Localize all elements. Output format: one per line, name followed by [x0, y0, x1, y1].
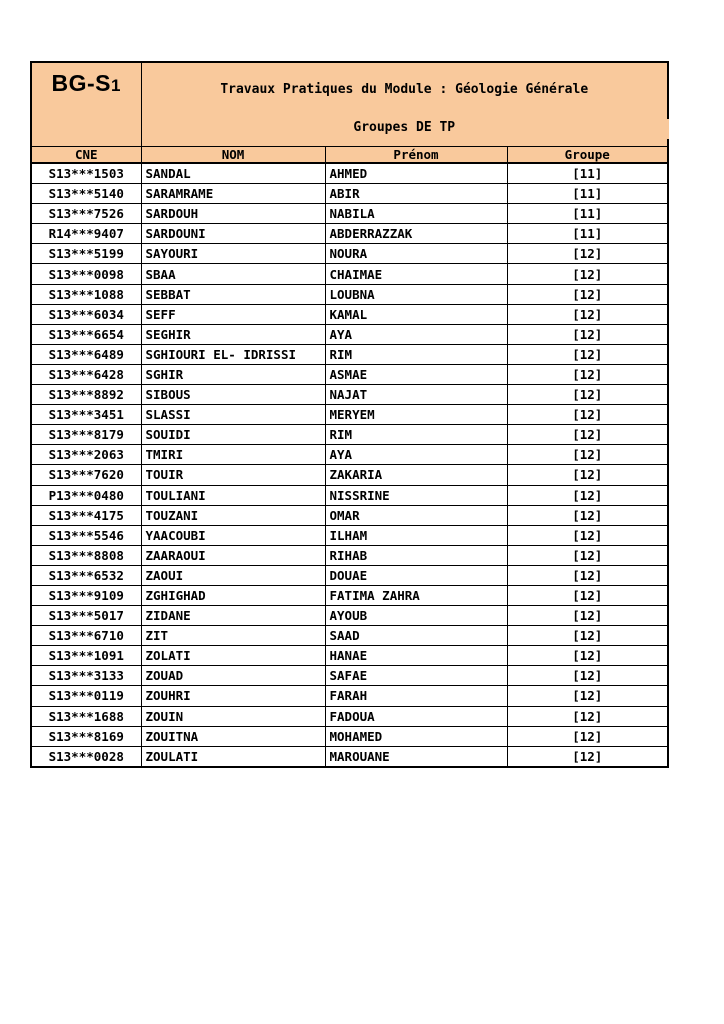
cell-nom: ZGHIGHAD — [141, 585, 325, 605]
table-row — [31, 706, 668, 726]
cell-prenom: ZAKARIA — [325, 465, 507, 485]
table-subtitle: Groupes DE TP — [353, 120, 456, 135]
cell-cne: S13***5546 — [31, 525, 141, 545]
cell-nom: SEBBAT — [141, 284, 325, 304]
cell-nom: SIBOUS — [141, 385, 325, 405]
cell-prenom: MOHAMED — [325, 726, 507, 746]
cell-cne: S13***6428 — [31, 364, 141, 384]
table-row — [31, 244, 668, 264]
cell-cne: S13***6532 — [31, 565, 141, 585]
cell-cne: S13***2063 — [31, 445, 141, 465]
cell-cne: S13***1091 — [31, 646, 141, 666]
cell-nom: SARAMRAME — [141, 184, 325, 204]
cell-prenom: ABIR — [325, 184, 507, 204]
cell-cne: S13***3133 — [31, 666, 141, 686]
table-row — [31, 686, 668, 706]
table-row — [31, 465, 668, 485]
cell-cne: S13***0028 — [31, 746, 141, 767]
cell-groupe: [12] — [507, 304, 668, 324]
cell-groupe: [12] — [507, 425, 668, 445]
cell-groupe: [11] — [507, 224, 668, 244]
cell-prenom: ABDERRAZZAK — [325, 224, 507, 244]
cell-nom: ZOLATI — [141, 646, 325, 666]
cell-prenom: NABILA — [325, 204, 507, 224]
table-row — [31, 585, 668, 605]
cell-nom: SGHIOURI EL- IDRISSI — [141, 344, 325, 364]
cell-nom: TOULIANI — [141, 485, 325, 505]
cell-nom: SARDOUH — [141, 204, 325, 224]
column-header-nom: NOM — [141, 147, 325, 164]
cell-nom: ZIDANE — [141, 606, 325, 626]
cell-cne: S13***9109 — [31, 585, 141, 605]
table-row — [31, 344, 668, 364]
cell-prenom: SAFAE — [325, 666, 507, 686]
column-header-row — [31, 147, 668, 164]
cell-prenom: CHAIMAE — [325, 264, 507, 284]
table-row — [31, 425, 668, 445]
cell-groupe: [12] — [507, 646, 668, 666]
cell-prenom: ILHAM — [325, 525, 507, 545]
cell-cne: S13***1503 — [31, 163, 141, 184]
cell-groupe: [12] — [507, 666, 668, 686]
cell-nom: YAACOUBI — [141, 525, 325, 545]
cell-cne: S13***6654 — [31, 324, 141, 344]
table-row — [31, 746, 668, 767]
cell-cne: S13***6034 — [31, 304, 141, 324]
cell-prenom: DOUAE — [325, 565, 507, 585]
cell-cne: P13***0480 — [31, 485, 141, 505]
cell-groupe: [12] — [507, 364, 668, 384]
cell-groupe: [12] — [507, 686, 668, 706]
cell-cne: S13***5199 — [31, 244, 141, 264]
cell-groupe: [11] — [507, 163, 668, 184]
cell-groupe: [12] — [507, 505, 668, 525]
cell-groupe: [12] — [507, 525, 668, 545]
table-row — [31, 726, 668, 746]
cell-groupe: [12] — [507, 385, 668, 405]
table-row — [31, 264, 668, 284]
cell-prenom: AHMED — [325, 163, 507, 184]
table-row — [31, 184, 668, 204]
cell-cne: S13***0098 — [31, 264, 141, 284]
cell-groupe: [11] — [507, 204, 668, 224]
table-row — [31, 525, 668, 545]
cell-nom: SOUIDI — [141, 425, 325, 445]
table-row — [31, 224, 668, 244]
cell-groupe: [12] — [507, 264, 668, 284]
class-code-label: BG-S — [51, 70, 112, 96]
cell-prenom: NISSRINE — [325, 485, 507, 505]
cell-nom: SEGHIR — [141, 324, 325, 344]
cell-prenom: KAMAL — [325, 304, 507, 324]
cell-groupe: [12] — [507, 565, 668, 585]
cell-nom: SBAA — [141, 264, 325, 284]
cell-groupe: [12] — [507, 706, 668, 726]
cell-nom: ZIT — [141, 626, 325, 646]
cell-nom: SLASSI — [141, 405, 325, 425]
cell-prenom: FATIMA ZAHRA — [325, 585, 507, 605]
table-row — [31, 626, 668, 646]
table-row — [31, 485, 668, 505]
cell-groupe: [12] — [507, 746, 668, 767]
cell-groupe: [12] — [507, 485, 668, 505]
cell-groupe: [12] — [507, 244, 668, 264]
table-row — [31, 163, 668, 184]
cell-groupe: [12] — [507, 626, 668, 646]
cell-nom: SEFF — [141, 304, 325, 324]
cell-prenom: RIHAB — [325, 545, 507, 565]
cell-cne: S13***7526 — [31, 204, 141, 224]
cell-nom: SAYOURI — [141, 244, 325, 264]
cell-cne: S13***1088 — [31, 284, 141, 304]
title-cell — [141, 62, 668, 147]
table-row — [31, 445, 668, 465]
table-row — [31, 405, 668, 425]
table-body — [31, 163, 668, 767]
cell-groupe: [12] — [507, 726, 668, 746]
table-row — [31, 565, 668, 585]
cell-groupe: [12] — [507, 606, 668, 626]
cell-cne: S13***8169 — [31, 726, 141, 746]
cell-prenom: ASMAE — [325, 364, 507, 384]
column-header-prenom: Prénom — [325, 147, 507, 164]
cell-cne: S13***6489 — [31, 344, 141, 364]
cell-nom: ZOUAD — [141, 666, 325, 686]
cell-cne: S13***1688 — [31, 706, 141, 726]
cell-cne: S13***5017 — [31, 606, 141, 626]
cell-prenom: FARAH — [325, 686, 507, 706]
cell-cne: S13***6710 — [31, 626, 141, 646]
cell-groupe: [12] — [507, 344, 668, 364]
cell-groupe: [12] — [507, 445, 668, 465]
cell-prenom: AYA — [325, 324, 507, 344]
cell-nom: ZOUITNA — [141, 726, 325, 746]
cell-prenom: MERYEM — [325, 405, 507, 425]
cell-nom: ZAOUI — [141, 565, 325, 585]
cell-cne: S13***3451 — [31, 405, 141, 425]
cell-cne: R14***9407 — [31, 224, 141, 244]
cell-cne: S13***8892 — [31, 385, 141, 405]
cell-cne: S13***8808 — [31, 545, 141, 565]
cell-nom: SANDAL — [141, 163, 325, 184]
cell-cne: S13***0119 — [31, 686, 141, 706]
cell-groupe: [12] — [507, 324, 668, 344]
cell-nom: ZOULATI — [141, 746, 325, 767]
cell-prenom: FADOUA — [325, 706, 507, 726]
cell-nom: SGHIR — [141, 364, 325, 384]
cell-prenom: RIM — [325, 425, 507, 445]
cell-groupe: [12] — [507, 585, 668, 605]
cell-nom: TOUIR — [141, 465, 325, 485]
table-row — [31, 666, 668, 686]
header-border-gap — [664, 119, 669, 139]
cell-cne: S13***4175 — [31, 505, 141, 525]
tp-groups-table — [30, 61, 669, 768]
table-row — [31, 545, 668, 565]
cell-prenom: HANAE — [325, 646, 507, 666]
cell-prenom: NOURA — [325, 244, 507, 264]
cell-groupe: [12] — [507, 545, 668, 565]
cell-nom: ZAARAOUI — [141, 545, 325, 565]
table-row — [31, 284, 668, 304]
cell-cne: S13***8179 — [31, 425, 141, 445]
cell-nom: TOUZANI — [141, 505, 325, 525]
cell-groupe: [12] — [507, 405, 668, 425]
cell-prenom: NAJAT — [325, 385, 507, 405]
cell-prenom: OMAR — [325, 505, 507, 525]
table-row — [31, 304, 668, 324]
cell-prenom: AYOUB — [325, 606, 507, 626]
table-title: Travaux Pratiques du Module : Géologie Générale — [220, 82, 589, 97]
cell-groupe: [12] — [507, 465, 668, 485]
cell-cne: S13***5140 — [31, 184, 141, 204]
table-row — [31, 385, 668, 405]
cell-nom: ZOUIN — [141, 706, 325, 726]
table-row — [31, 505, 668, 525]
cell-prenom: RIM — [325, 344, 507, 364]
cell-prenom: MAROUANE — [325, 746, 507, 767]
table-row — [31, 204, 668, 224]
cell-prenom: AYA — [325, 445, 507, 465]
table-row — [31, 606, 668, 626]
column-header-groupe: Groupe — [507, 147, 668, 164]
column-header-cne: CNE — [31, 147, 141, 164]
cell-cne: S13***7620 — [31, 465, 141, 485]
table-row — [31, 324, 668, 344]
table-header-block — [31, 62, 668, 147]
cell-groupe: [12] — [507, 284, 668, 304]
class-code-digit: 1 — [111, 76, 121, 95]
cell-prenom: SAAD — [325, 626, 507, 646]
cell-prenom: LOUBNA — [325, 284, 507, 304]
class-code-cell — [31, 62, 141, 147]
cell-groupe: [11] — [507, 184, 668, 204]
table-row — [31, 646, 668, 666]
table-row — [31, 364, 668, 384]
cell-nom: TMIRI — [141, 445, 325, 465]
cell-nom: SARDOUNI — [141, 224, 325, 244]
cell-nom: ZOUHRI — [141, 686, 325, 706]
